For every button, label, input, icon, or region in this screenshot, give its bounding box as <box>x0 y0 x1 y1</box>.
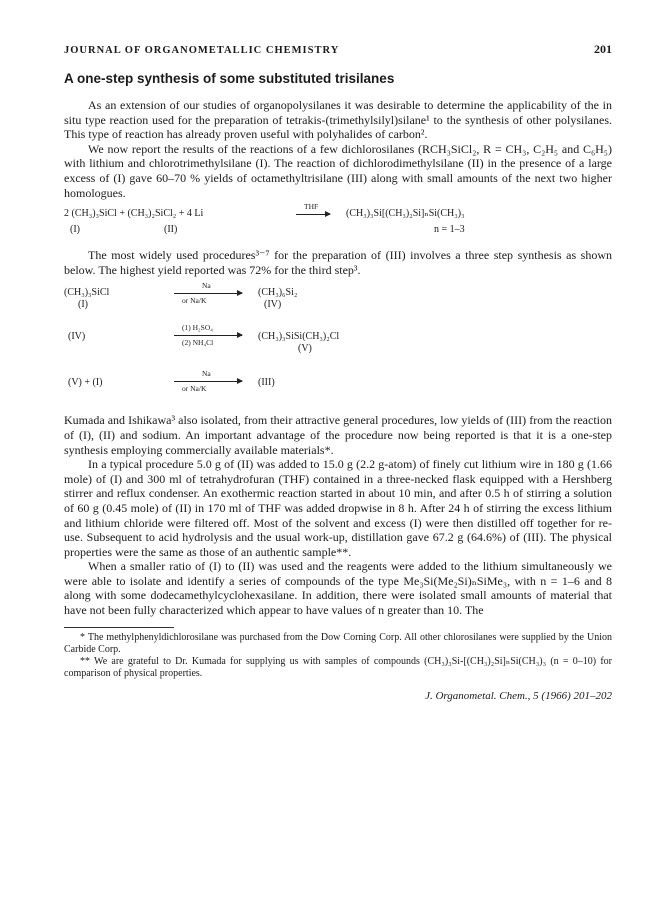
footnote-divider <box>64 627 174 628</box>
scheme-r2-right: (CH₃)₃SiSi(CH₃)₂Cl <box>258 331 340 343</box>
paragraph-procedures: The most widely used procedures³⁻⁷ for the preparation of (III) involves a three step synthesis as shown below. The highest yield reported was 72% for the third step³. <box>64 248 612 277</box>
reaction-equation <box>64 202 612 240</box>
label-II: (II) <box>164 224 178 236</box>
reaction-arrow <box>296 214 330 215</box>
scheme-r1-arrow <box>174 293 242 294</box>
scheme-r3-above: Na <box>202 369 211 379</box>
paragraph-intro: As an extension of our studies of organopolysilanes it was desirable to determine the applicability of the in situ type reaction used for the preparation of tetrakis-(trimethylsilyl)silane¹ to the synthesis of other polysilanes. This type of reaction has already proven useful with polyhalides of carbon². <box>64 98 612 142</box>
scheme-r1-left: (CH₃)₃SiCl <box>64 287 110 299</box>
label-I: (I) <box>70 224 80 236</box>
synthesis-scheme <box>64 281 612 405</box>
running-header <box>64 42 612 57</box>
label-n: n = 1–3 <box>434 224 465 236</box>
scheme-r2-right-label: (V) <box>298 343 312 355</box>
scheme-r3-left: (V) + (I) <box>68 377 103 389</box>
journal-name: JOURNAL OF ORGANOMETALLIC CHEMISTRY <box>64 45 340 56</box>
paragraph-results: We now report the results of the reactions of a few dichlorosilanes (RCH₃SiCl₂, R = CH₃, C₂H₅ and C₆H₅) with lithium and chlorotrimethylsilane (I). The reaction of dichlorodimethylsilane (II) in the presence of a large excess of (I) gave 60–70 % yields of octamethyltrisilane (III) along with small amounts of the next two higher homologues. <box>64 141 612 200</box>
footnote-2: ** We are grateful to Dr. Kumada for supplying us with samples of compounds (CH₃)₃Si-[(CH₃)₂Si]ₙSi(CH₃)₃ (n = 0–10) for comparison of physical properties. <box>64 655 612 679</box>
equation-reactants: 2 (CH₃)₃SiCl + (CH₃)₂SiCl₂ + 4 Li <box>64 208 204 220</box>
scheme-r3-arrow <box>174 381 242 382</box>
scheme-r3-right: (III) <box>258 377 275 389</box>
scheme-r3-below: or Na/K <box>182 384 207 394</box>
scheme-r2-left: (IV) <box>68 331 86 343</box>
page-number: 201 <box>594 42 612 56</box>
equation-product: (CH₃)₃Si[(CH₃)₂Si]ₙSi(CH₃)₃ <box>346 208 465 220</box>
scheme-r2-arrow <box>174 335 242 336</box>
paragraph-kumada: Kumada and Ishikawa³ also isolated, from their attractive general procedures, low yields of (III) from the reaction of (I), (II) and sodium. An important advantage of the procedure now being reported is that it is a one-step synthesis employing commercially available materials*. <box>64 413 612 457</box>
scheme-r1-above: Na <box>202 281 211 291</box>
scheme-r2-below: (2) NH₄Cl <box>182 338 214 348</box>
scheme-r1-left-label: (I) <box>78 299 88 311</box>
journal-citation: J. Organometal. Chem., 5 (1966) 201–202 <box>425 689 612 702</box>
paragraph-typical-procedure: In a typical procedure 5.0 g of (II) was added to 15.0 g (2.2 g-atom) of finely cut lithium wire in 180 g (1.66 mole) of (I) and 300 ml of tetrahydrofuran (THF) contained in a three-necked flask equipped with a Hershberg stirrer and reflux condenser. An exothermic reaction started in about 10 min, and after 0.5 h of stirring a solution of 60 g (0.45 mole) of (II) in 170 ml of THF was added dropwise in 8 h. After 24 h of stirring the excess lithium and lithium chloride were filtered off. Most of the solvent and excess (I) were then distilled off together for re-use. Subsequent to acid hydrolysis and the usual work-up, distillation gave 67.2 g (64.6%) of (III). The physical properties were the same as those of an authentic sample**. <box>64 457 612 559</box>
scheme-r1-below: or Na/K <box>182 296 207 306</box>
scheme-r1-right-label: (IV) <box>264 299 282 311</box>
scheme-r2-above: (1) H₂SO₄ <box>182 323 213 333</box>
page <box>64 42 612 702</box>
paragraph-smaller-ratio: When a smaller ratio of (I) to (II) was used and the reagents were added to the lithium simultaneously we were able to isolate and identify a series of compounds of the type Me₃Si(Me₂Si)ₙSiMe₃, with n = 1–6 and 8 along with some dodecamethylcyclohexasilane. In addition, there were isolated small amounts of material that have not been fully characterized which appear to have values of n greater than 10. The <box>64 559 612 618</box>
equation-reagent: THF <box>304 202 319 212</box>
scheme-r1-right: (CH₃)₆Si₂ <box>258 287 298 299</box>
article-title: A one-step synthesis of some substituted trisilanes <box>64 71 395 86</box>
footnote-1: * The methylphenyldichlorosilane was purchased from the Dow Corning Corp. All other chlorosilanes were supplied by the Union Carbide Corp. <box>64 631 612 655</box>
